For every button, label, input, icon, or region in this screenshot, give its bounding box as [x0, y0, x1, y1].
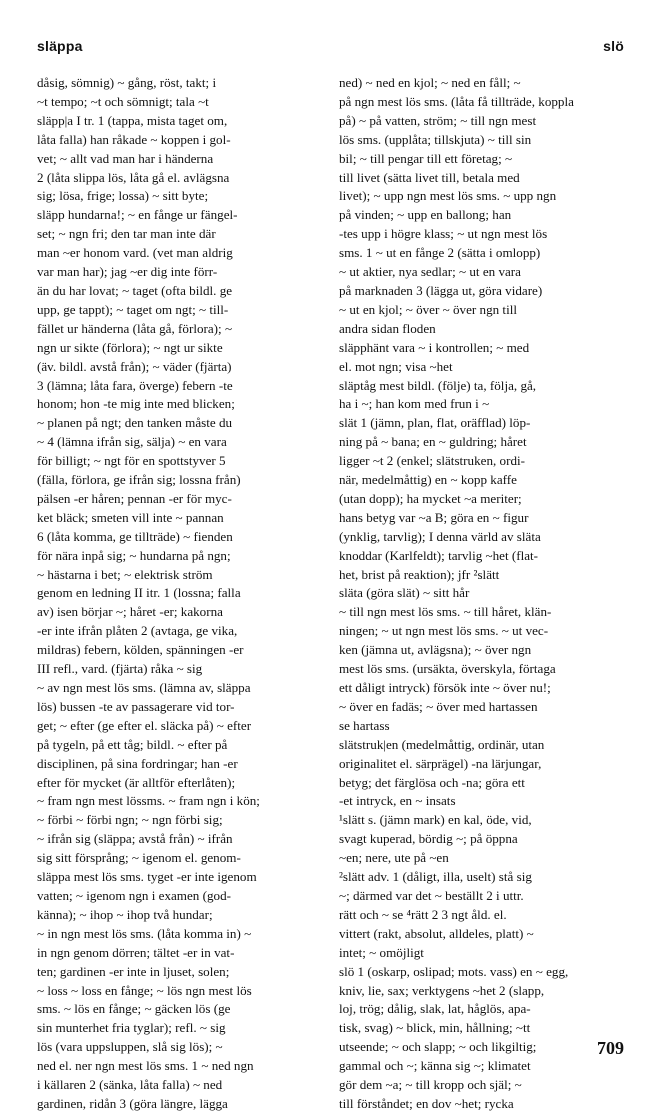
text-line: lös) bussen -te av passagerare vid tor- — [37, 698, 235, 714]
text-line: kniv, lie, sax; verktygens ~het 2 (slapp, — [339, 982, 545, 998]
text-line: till livet (sätta livet till, betala med — [339, 169, 520, 185]
running-head-left: släppa — [37, 38, 83, 54]
text-line: vatten; ~ igenom ngn i examen (god- — [37, 887, 231, 903]
text-line: ~en; nere, ute på ~en — [339, 850, 449, 866]
text-line: -er inte ifrån plåten 2 (avtaga, ge vika, — [37, 623, 238, 639]
text-line: sig; lösa, frige; lossa) ~ sitt byte; — [37, 188, 209, 204]
text-line: dåsig, sömnig) ~ gång, röst, takt; i — [37, 75, 217, 90]
text-line: ten; gardinen -er inte in ljuset, solen; — [37, 963, 230, 979]
running-head-right: slö — [603, 38, 624, 54]
text-line: gör dem ~a; ~ till kropp och själ; ~ — [339, 1077, 522, 1093]
text-line: mildras) febern, kölden, spänningen -er — [37, 642, 244, 658]
text-line: för nära inpå sig; ~ hundarna på ngn; — [37, 547, 231, 563]
text-line: ~ 4 (lämna ifrån sig, sälja) ~ en vara — [37, 434, 227, 450]
text-line: mest lös sms. (ursäkta, överskyla, förtaga — [339, 661, 556, 677]
text-line: ~t tempo; ~t och sömnigt; tala ~t — [37, 93, 209, 109]
text-line: livet); ~ upp ngn mest lös sms. ~ upp ngn — [339, 188, 557, 204]
text-line: knoddar (Karlfeldt); tarvlig ~het (flat- — [339, 547, 539, 563]
text-line: betyg; det färglösa och -na; göra ett — [339, 774, 525, 790]
text-line: låta falla) han råkade ~ koppen i gol- — [37, 131, 231, 147]
text-line: ~ ut aktier, nya sedlar; ~ ut en vara — [339, 264, 521, 280]
text-line: ~ till ngn mest lös sms. ~ till håret, klän- — [339, 604, 552, 620]
text-line: när, medelmåttig) en ~ kopp kaffe — [339, 472, 517, 488]
text-line: sms. ~ lös en fånge; ~ gäcken lös (ge — [37, 1001, 231, 1017]
text-line: ~ ifrån sig (släppa; avstå från) ~ ifrån — [37, 831, 233, 847]
text-line: pälsen -er håren; pennan -er för myc- — [37, 490, 232, 506]
text-line: släptåg mest bildl. (följe) ta, följa, gå, — [339, 377, 537, 393]
text-line: gammal och ~; känna sig ~; klimatet — [339, 1058, 531, 1074]
text-line: släpphänt vara ~ i kontrollen; ~ med — [339, 339, 530, 355]
text-line: het, brist på reaktion); jfr ²slätt — [339, 566, 500, 582]
text-line: lös sms. (upplåta; tillskjuta) ~ till sin — [339, 131, 532, 147]
text-line: 6 (låta komma, ge tillträde) ~ fienden — [37, 528, 233, 544]
text-line: upp, ge tappt); ~ taget om ngt; ~ till- — [37, 301, 229, 317]
text-line: ning på ~ bana; en ~ guldring; håret — [339, 434, 527, 450]
text-line: sig sitt försprång; ~ igenom el. genom- — [37, 850, 241, 866]
text-line: ken (jämna ut, avlägsna); ~ över ngn — [339, 642, 532, 658]
text-line: se hartass — [339, 717, 390, 733]
text-line: ~ förbi ~ förbi ngn; ~ ngn förbi sig; — [37, 812, 223, 828]
text-line: ned el. ner ngn mest lös sms. 1 ~ ned ngn — [37, 1058, 254, 1074]
text-line: på marknaden 3 (lägga ut, göra vidare) — [339, 282, 543, 298]
text-line: ett dåligt intryck) försök inte ~ över nu!; — [339, 680, 551, 695]
text-line: intet; ~ omöjligt — [339, 944, 424, 960]
text-line: vet; ~ allt vad man har i händerna — [37, 150, 214, 166]
text-line: ¹slätt s. (jämn mark) en kal, öde, vid, — [339, 812, 532, 828]
text-line: ~ över en fadäs; ~ över med hartassen — [339, 698, 538, 714]
text-line: släpp|a I tr. 1 (tappa, mista taget om, — [37, 112, 228, 128]
text-line: ~ hästarna i bet; ~ elektrisk ström — [37, 566, 213, 582]
text-line: el. mot ngn; visa ~het — [339, 358, 453, 374]
text-line: för billigt; ~ ngt för en spottstyver 5 — [37, 453, 226, 469]
text-line: ningen; ~ ut ngn mest lös sms. ~ ut vec- — [339, 623, 549, 639]
text-line: slät 1 (jämn, plan, flat, oräfflad) löp- — [339, 415, 531, 431]
text-line: loj, trög; dålig, slak, lat, håglös, apa- — [339, 1001, 531, 1017]
text-line: ~ planen på ngt; den tanken måste du — [37, 415, 233, 431]
text-line: utseende; ~ och slapp; ~ och likgiltig; — [339, 1039, 537, 1055]
text-line: slö 1 (oskarp, oslipad; mots. vass) en ~ egg, — [339, 963, 569, 979]
text-line: var man har); jag ~er dig inte förr- — [37, 264, 218, 280]
left-column — [37, 74, 307, 1114]
right-column — [339, 74, 609, 1114]
text-line: (utan dopp); ha mycket ~a meriter; — [339, 490, 522, 506]
text-line: av) isen börjar ~; håret -er; kakorna — [37, 604, 223, 620]
text-line: till förståndet; en dov ~het; rycka — [339, 1095, 514, 1111]
text-line: på vinden; ~ upp en ballong; han — [339, 207, 512, 223]
text-line: lös (vara uppsluppen, slå sig lös); ~ — [37, 1039, 223, 1055]
text-line: ~ loss ~ loss en fånge; ~ lös ngn mest lös — [37, 982, 252, 998]
text-line: genom en ledning II itr. 1 (lossna; falla — [37, 585, 241, 601]
text-line: på) ~ på vatten, ström; ~ till ngn mest — [339, 112, 537, 128]
text-line: ~ in ngn mest lös sms. (låta komma in) ~ — [37, 925, 252, 941]
text-line: ha i ~; han kom med frun i ~ — [339, 396, 490, 412]
text-line: vittert (rakt, absolut, alldeles, platt) ~ — [339, 925, 534, 941]
page-number: 709 — [597, 1038, 624, 1058]
text-line: set; ~ ngn fri; den tar man inte där — [37, 226, 216, 242]
text-line: rätt och ~ se ⁴rätt 2 3 ngt åld. el. — [339, 906, 507, 922]
text-line: (fälla, förlora, ge ifrån sig; lossna från) — [37, 472, 241, 488]
text-line: 3 (lämna; låta fara, överge) febern -te — [37, 377, 233, 393]
text-line: ket bläck; smeten vill inte ~ pannan — [37, 509, 224, 525]
text-line: bil; ~ till pengar till ett företag; ~ — [339, 150, 513, 166]
text-line: ngn ur sikte (förlora); ~ ngt ur sikte — [37, 339, 223, 355]
text-line: ~ ut en kjol; ~ över ~ över ngn till — [339, 301, 517, 317]
text-line: andra sidan floden — [339, 320, 436, 336]
text-line: -et intryck, en ~ insats — [339, 793, 456, 809]
text-line: släppa mest lös sms. tyget -er inte igenom — [37, 869, 257, 885]
text-line: än du har lovat; ~ taget (ofta bildl. ge — [37, 282, 233, 298]
text-line: hans betyg var ~a B; göra en ~ figur — [339, 509, 529, 525]
text-line: på tygeln, på ett tåg; bildl. ~ efter på — [37, 736, 228, 752]
text-line: honom; hon -te mig inte med blicken; — [37, 396, 235, 412]
text-line: sin munterhet fria tyglar); refl. ~ sig — [37, 1020, 226, 1036]
text-line: slätstruk|en (medelmåttig, ordinär, utan — [339, 736, 545, 752]
text-line: släpp hundarna!; ~ en fånge ur fängel- — [37, 207, 238, 223]
text-line: ~ fram ngn mest lössms. ~ fram ngn i kön; — [37, 793, 260, 809]
text-line: 2 (låta slippa lös, låta gå el. avlägsna — [37, 169, 230, 185]
text-line: ~; därmed var det ~ beställt 2 i uttr. — [339, 887, 524, 903]
text-line: tisk, svag) ~ blick, min, hållning; ~tt — [339, 1020, 531, 1036]
text-line: gardinen, ridån 3 (göra längre, lägga — [37, 1095, 228, 1111]
text-line: -tes upp i högre klass; ~ ut ngn mest lös — [339, 226, 548, 242]
text-line: III refl., vard. (fjärta) råka ~ sig — [37, 661, 203, 677]
text-line: på ngn mest lös sms. (låta få tillträde, koppla — [339, 93, 574, 109]
text-line: ~ av ngn mest lös sms. (lämna av, släppa — [37, 680, 251, 695]
text-line: i källaren 2 (sänka, låta falla) ~ ned — [37, 1077, 223, 1093]
text-line: fället ur händerna (låta gå, förlora); ~ — [37, 320, 233, 336]
text-line: släta (göra slät) ~ sitt hår — [339, 585, 470, 601]
text-line: efter för mycket (är alltför efterlåten); — [37, 774, 236, 790]
text-line: svagt kuperad, bördig ~; på öppna — [339, 831, 518, 847]
text-line: ²slätt adv. 1 (dåligt, illa, uselt) stå sig — [339, 869, 532, 885]
text-line: man ~er honom vard. (vet man aldrig — [37, 245, 233, 261]
text-line: ned) ~ ned en kjol; ~ ned en fåll; ~ — [339, 75, 521, 90]
text-line: ligger ~t 2 (enkel; slätstruken, ordi- — [339, 453, 525, 469]
text-line: känna); ~ ihop ~ ihop två hundar; — [37, 906, 213, 922]
text-line: in ngn genom dörren; tältet -er in vat- — [37, 944, 235, 960]
text-line: get; ~ efter (ge efter el. släcka på) ~ efter — [37, 717, 252, 733]
text-line: (ynklig, tarvlig); I denna värld av släta — [339, 528, 541, 544]
text-line: disciplinen, på sina fordringar; han -er — [37, 755, 238, 771]
text-line: sms. 1 ~ ut en fånge 2 (sätta i omlopp) — [339, 245, 541, 261]
text-line: (äv. bildl. avstå från); ~ väder (fjärta) — [37, 358, 232, 374]
text-line: originalitet el. särprägel) -na lärjungar, — [339, 755, 542, 771]
